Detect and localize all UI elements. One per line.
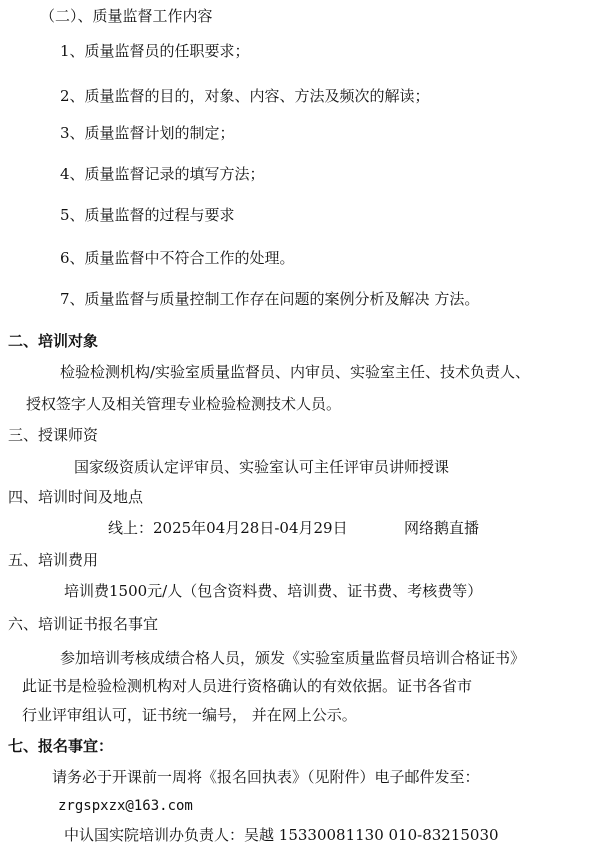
delivery-mode: 网络鹅直播 [404, 519, 480, 537]
paragraph-line: 授权签字人及相关管理专业检验检测技术人员。 [26, 395, 342, 413]
section-heading: 四、培训时间及地点 [8, 488, 144, 506]
date-line: 线上：2025年04月28日-04月29日 [108, 519, 348, 537]
section-heading: 三、授课师资 [8, 426, 99, 444]
list-item: 4、质量监督记录的填写方法； [60, 165, 265, 183]
subsection-heading: （二）、质量监督工作内容 [40, 7, 213, 25]
list-item: 7、质量监督与质量控制工作存在问题的案例分析及解决 方法。 [60, 290, 480, 308]
section-heading: 六、培训证书报名事宜 [8, 615, 159, 633]
paragraph-line: 参加培训考核成绩合格人员，颁发《实验室质量监督员培训合格证书》 [60, 649, 526, 667]
list-item: 1、质量监督员的任职要求； [60, 42, 250, 60]
list-item: 3、质量监督计划的制定； [60, 124, 235, 142]
contact-line: 中认国实院培训办负责人：吴越 15330081130 010-83215030 [64, 826, 499, 844]
section-heading: 五、培训费用 [8, 551, 99, 569]
paragraph-line: 国家级资质认定评审员、实验室认可主任评审员讲师授课 [74, 458, 450, 476]
section-heading: 二、培训对象 [8, 332, 99, 350]
section-heading: 七、报名事宜： [8, 737, 114, 755]
paragraph-line: 此证书是检验检测机构对人员进行资格确认的有效依据。证书各省市 [22, 677, 473, 695]
paragraph-line: 培训费1500元/人（包含资料费、培训费、证书费、考核费等） [64, 582, 483, 600]
paragraph-line: 行业评审组认可，证书统一编号， 并在网上公示。 [22, 706, 357, 724]
paragraph-line: 请务必于开课前一周将《报名回执表》（见附件）电子邮件发至： [52, 768, 480, 786]
list-item: 5、质量监督的过程与要求 [60, 206, 235, 224]
email-address[interactable]: zrgspxzx@163.com [58, 798, 193, 814]
paragraph-line: 检验检测机构/实验室质量监督员、内审员、实验室主任、技术负责人、 [60, 363, 531, 381]
list-item: 2、质量监督的目的，对象、内容、方法及频次的解读； [60, 87, 430, 105]
list-item: 6、质量监督中不符合工作的处理。 [60, 249, 295, 267]
